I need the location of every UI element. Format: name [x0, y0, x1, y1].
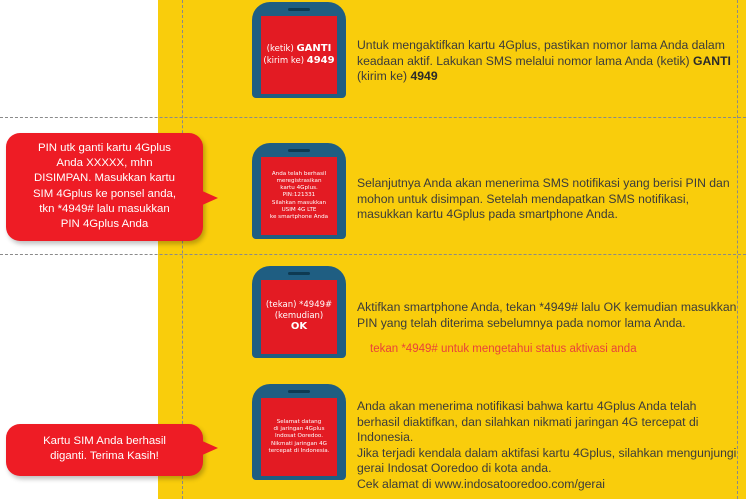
- callout-pointer: [200, 190, 218, 206]
- success-callout: Kartu SIM Anda berhasil diganti. Terima Kasih!: [6, 424, 203, 476]
- phone-screen: Anda telah berhasil meregistrasikan kartu 4Gplus. PIN:121331 Silahkan masukkan USIM 4G LTE ke smartphone Anda: [261, 157, 337, 235]
- step-2-description: Selanjutnya Anda akan menerima SMS notifikasi yang berisi PIN dan mohon untuk disimpan. Setelah mendapatkan SMS notifikasi, masukkan kartu 4Gplus pada smartphone Anda.: [357, 176, 730, 221]
- step-4-description: Anda akan menerima notifikasi bahwa kartu 4Gplus Anda telah berhasil diaktifkan, dan silahkan nikmati jaringan 4G tercepat di Indonesia. Jika terjadi kendala dalam aktifasi kartu 4Gplus, silahkan mengunjungi gerai Indosat Ooredoo di kota anda. Cek alamat di www.indosatooredoo.com/gerai: [357, 399, 737, 491]
- phone-step-3: [252, 266, 346, 358]
- step-3-description: Aktifkan smartphone Anda, tekan *4949# lalu OK kemudian masukkan PIN yang telah diterima sebelumnya pada nomor lama Anda.: [357, 300, 737, 330]
- divider-row-1: [0, 117, 746, 118]
- phone-speaker: [288, 272, 310, 275]
- status-hint: tekan *4949# untuk mengetahui status aktivasi anda: [370, 343, 637, 355]
- step-1-description: Untuk mengaktifkan kartu 4Gplus, pastikan nomor lama Anda dalam keadaan aktif. Lakukan SMS melalui nomor lama Anda (ketik) GANTI (kirim ke) 4949: [357, 38, 731, 83]
- phone-speaker: [288, 8, 310, 11]
- phone-sms-line: (ketik) GANTI: [266, 42, 332, 54]
- phone-step-1: [252, 2, 346, 98]
- sms-pin-callout: PIN utk ganti kartu 4Gplus Anda XXXXX, mhn DISIMPAN. Masukkan kartu SIM 4Gplus ke ponsel anda, tkn *4949# lalu masukkan PIN 4Gplus Anda: [6, 133, 203, 241]
- divider-row-2: [0, 254, 746, 255]
- phone-screen: [261, 16, 337, 94]
- phone-screen: (tekan) *4949# (kemudian) OK: [261, 280, 337, 354]
- phone-step-4: [252, 384, 346, 480]
- phone-speaker: [288, 149, 310, 152]
- callout-pointer: [200, 440, 218, 456]
- divider-right: [737, 0, 738, 499]
- phone-sms-line: (kirim ke) 4949: [263, 55, 335, 66]
- phone-speaker: [288, 390, 310, 393]
- phone-screen: Selamat datang di jaringan 4Gplus Indosat Ooredoo. Nikmati jaringan 4G tercepat di Indonesia.: [261, 398, 337, 476]
- phone-step-2: [252, 143, 346, 239]
